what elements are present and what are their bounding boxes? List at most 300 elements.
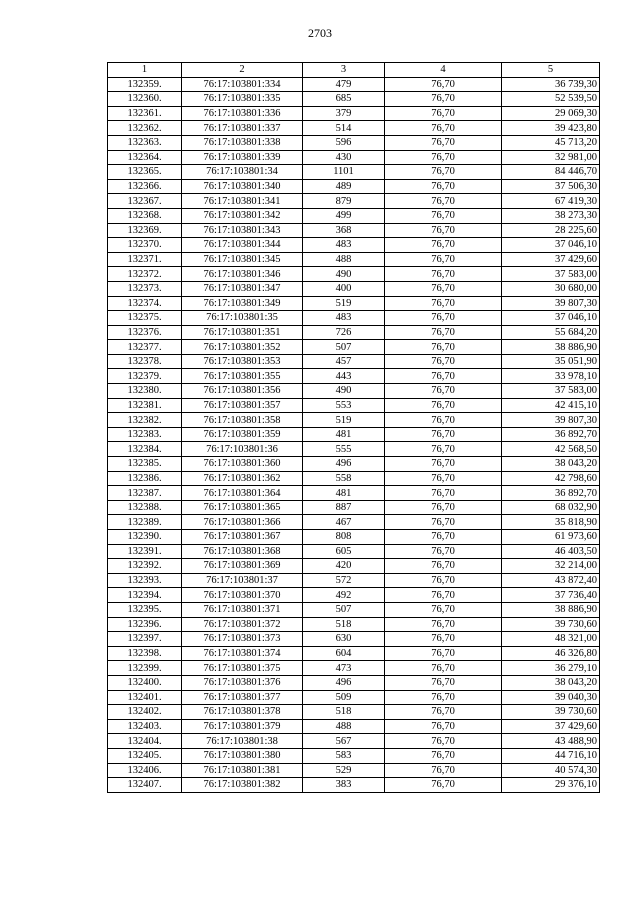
row-number-cell: 132364.: [108, 150, 182, 165]
column-header-5: 5: [502, 63, 600, 78]
rate-cell: 76,70: [385, 92, 502, 107]
column-header-4: 4: [385, 63, 502, 78]
cadastral-number-cell: 76:17:103801:362: [182, 471, 303, 486]
cadastral-number-cell: 76:17:103801:358: [182, 413, 303, 428]
row-number-cell: 132399.: [108, 661, 182, 676]
table-row: [108, 705, 600, 720]
area-cell: 499: [303, 208, 385, 223]
rate-cell: 76,70: [385, 661, 502, 676]
rate-cell: 76,70: [385, 588, 502, 603]
area-cell: 492: [303, 588, 385, 603]
row-number-cell: 132406.: [108, 763, 182, 778]
table-row: [108, 559, 600, 574]
row-number-cell: 132392.: [108, 559, 182, 574]
cadastral-number-cell: 76:17:103801:357: [182, 398, 303, 413]
amount-cell: 37 506,30: [502, 179, 600, 194]
cadastral-number-cell: 76:17:103801:382: [182, 778, 303, 793]
amount-cell: 68 032,90: [502, 500, 600, 515]
amount-cell: 44 716,10: [502, 748, 600, 763]
cadastral-number-cell: 76:17:103801:349: [182, 296, 303, 311]
area-cell: 496: [303, 457, 385, 472]
row-number-cell: 132366.: [108, 179, 182, 194]
row-number-cell: 132382.: [108, 413, 182, 428]
rate-cell: 76,70: [385, 763, 502, 778]
row-number-cell: 132390.: [108, 530, 182, 545]
cadastral-number-cell: 76:17:103801:341: [182, 194, 303, 209]
area-cell: 488: [303, 252, 385, 267]
cadastral-number-cell: 76:17:103801:366: [182, 515, 303, 530]
rate-cell: 76,70: [385, 267, 502, 282]
cadastral-number-cell: 76:17:103801:355: [182, 369, 303, 384]
table-row: [108, 778, 600, 793]
rate-cell: 76,70: [385, 252, 502, 267]
row-number-cell: 132378.: [108, 354, 182, 369]
table-row: [108, 325, 600, 340]
cadastral-number-cell: 76:17:103801:379: [182, 719, 303, 734]
table-header: [108, 63, 600, 78]
rate-cell: 76,70: [385, 325, 502, 340]
cadastral-number-cell: 76:17:103801:359: [182, 427, 303, 442]
table-row: [108, 646, 600, 661]
table-row: [108, 471, 600, 486]
row-number-cell: 132361.: [108, 106, 182, 121]
amount-cell: 46 403,50: [502, 544, 600, 559]
table-row: [108, 179, 600, 194]
area-cell: 519: [303, 413, 385, 428]
amount-cell: 32 981,00: [502, 150, 600, 165]
table-row: [108, 457, 600, 472]
row-number-cell: 132380.: [108, 384, 182, 399]
table-row: [108, 296, 600, 311]
amount-cell: 33 978,10: [502, 369, 600, 384]
row-number-cell: 132365.: [108, 165, 182, 180]
rate-cell: 76,70: [385, 194, 502, 209]
cadastral-number-cell: 76:17:103801:346: [182, 267, 303, 282]
rate-cell: 76,70: [385, 208, 502, 223]
area-cell: 887: [303, 500, 385, 515]
amount-cell: 39 730,60: [502, 705, 600, 720]
area-cell: 583: [303, 748, 385, 763]
table-row: [108, 150, 600, 165]
rate-cell: 76,70: [385, 573, 502, 588]
amount-cell: 39 040,30: [502, 690, 600, 705]
amount-cell: 29 069,30: [502, 106, 600, 121]
area-cell: 457: [303, 354, 385, 369]
area-cell: 368: [303, 223, 385, 238]
row-number-cell: 132388.: [108, 500, 182, 515]
row-number-cell: 132387.: [108, 486, 182, 501]
cadastral-number-cell: 76:17:103801:351: [182, 325, 303, 340]
rate-cell: 76,70: [385, 340, 502, 355]
area-cell: 558: [303, 471, 385, 486]
row-number-cell: 132393.: [108, 573, 182, 588]
amount-cell: 67 419,30: [502, 194, 600, 209]
row-number-cell: 132407.: [108, 778, 182, 793]
table-row: [108, 369, 600, 384]
area-cell: 383: [303, 778, 385, 793]
row-number-cell: 132360.: [108, 92, 182, 107]
row-number-cell: 132367.: [108, 194, 182, 209]
table-row: [108, 530, 600, 545]
area-cell: 879: [303, 194, 385, 209]
rate-cell: 76,70: [385, 632, 502, 647]
table-row: [108, 413, 600, 428]
table-row: [108, 398, 600, 413]
amount-cell: 30 680,00: [502, 281, 600, 296]
cadastral-number-cell: 76:17:103801:338: [182, 135, 303, 150]
amount-cell: 32 214,00: [502, 559, 600, 574]
row-number-cell: 132372.: [108, 267, 182, 282]
row-number-cell: 132389.: [108, 515, 182, 530]
table-row: [108, 500, 600, 515]
rate-cell: 76,70: [385, 617, 502, 632]
area-cell: 488: [303, 719, 385, 734]
rate-cell: 76,70: [385, 150, 502, 165]
amount-cell: 36 739,30: [502, 77, 600, 92]
row-number-cell: 132373.: [108, 281, 182, 296]
area-cell: 1101: [303, 165, 385, 180]
table-row: [108, 223, 600, 238]
area-cell: 467: [303, 515, 385, 530]
cadastral-number-cell: 76:17:103801:352: [182, 340, 303, 355]
cadastral-number-cell: 76:17:103801:360: [182, 457, 303, 472]
rate-cell: 76,70: [385, 369, 502, 384]
table-row: [108, 748, 600, 763]
area-cell: 483: [303, 238, 385, 253]
amount-cell: 36 892,70: [502, 486, 600, 501]
area-cell: 430: [303, 150, 385, 165]
row-number-cell: 132369.: [108, 223, 182, 238]
cadastral-number-cell: 76:17:103801:377: [182, 690, 303, 705]
amount-cell: 38 043,20: [502, 457, 600, 472]
area-cell: 553: [303, 398, 385, 413]
area-cell: 489: [303, 179, 385, 194]
table-row: [108, 734, 600, 749]
cadastral-number-cell: 76:17:103801:378: [182, 705, 303, 720]
cadastral-number-cell: 76:17:103801:339: [182, 150, 303, 165]
amount-cell: 43 488,90: [502, 734, 600, 749]
row-number-cell: 132362.: [108, 121, 182, 136]
row-number-cell: 132401.: [108, 690, 182, 705]
row-number-cell: 132391.: [108, 544, 182, 559]
row-number-cell: 132375.: [108, 311, 182, 326]
column-header-1: 1: [108, 63, 182, 78]
area-cell: 518: [303, 705, 385, 720]
area-cell: 604: [303, 646, 385, 661]
rate-cell: 76,70: [385, 135, 502, 150]
rate-cell: 76,70: [385, 500, 502, 515]
row-number-cell: 132374.: [108, 296, 182, 311]
table-row: [108, 763, 600, 778]
rate-cell: 76,70: [385, 238, 502, 253]
table-row: [108, 573, 600, 588]
area-cell: 481: [303, 427, 385, 442]
cadastral-number-cell: 76:17:103801:376: [182, 675, 303, 690]
cadastral-number-cell: 76:17:103801:364: [182, 486, 303, 501]
row-number-cell: 132376.: [108, 325, 182, 340]
rate-cell: 76,70: [385, 179, 502, 194]
rate-cell: 76,70: [385, 486, 502, 501]
cadastral-number-cell: 76:17:103801:345: [182, 252, 303, 267]
amount-cell: 35 818,90: [502, 515, 600, 530]
amount-cell: 36 279,10: [502, 661, 600, 676]
cadastral-number-cell: 76:17:103801:369: [182, 559, 303, 574]
amount-cell: 37 429,60: [502, 252, 600, 267]
area-cell: 685: [303, 92, 385, 107]
table-row: [108, 252, 600, 267]
cadastral-number-cell: 76:17:103801:373: [182, 632, 303, 647]
rate-cell: 76,70: [385, 413, 502, 428]
amount-cell: 38 043,20: [502, 675, 600, 690]
data-table: [107, 62, 600, 793]
table-row: [108, 617, 600, 632]
table-row: [108, 486, 600, 501]
cadastral-number-cell: 76:17:103801:356: [182, 384, 303, 399]
row-number-cell: 132397.: [108, 632, 182, 647]
amount-cell: 42 798,60: [502, 471, 600, 486]
rate-cell: 76,70: [385, 384, 502, 399]
table-row: [108, 106, 600, 121]
area-cell: 596: [303, 135, 385, 150]
area-cell: 473: [303, 661, 385, 676]
rate-cell: 76,70: [385, 457, 502, 472]
amount-cell: 37 583,00: [502, 267, 600, 282]
table-row: [108, 354, 600, 369]
cadastral-number-cell: 76:17:103801:374: [182, 646, 303, 661]
amount-cell: 38 886,90: [502, 602, 600, 617]
table-row: [108, 602, 600, 617]
row-number-cell: 132359.: [108, 77, 182, 92]
cadastral-number-cell: 76:17:103801:368: [182, 544, 303, 559]
rate-cell: 76,70: [385, 296, 502, 311]
amount-cell: 37 583,00: [502, 384, 600, 399]
cadastral-number-cell: 76:17:103801:340: [182, 179, 303, 194]
column-header-3: 3: [303, 63, 385, 78]
amount-cell: 39 730,60: [502, 617, 600, 632]
table-row: [108, 340, 600, 355]
amount-cell: 35 051,90: [502, 354, 600, 369]
cadastral-number-cell: 76:17:103801:353: [182, 354, 303, 369]
table-row: [108, 690, 600, 705]
rate-cell: 76,70: [385, 398, 502, 413]
row-number-cell: 132377.: [108, 340, 182, 355]
row-number-cell: 132368.: [108, 208, 182, 223]
area-cell: 605: [303, 544, 385, 559]
row-number-cell: 132402.: [108, 705, 182, 720]
rate-cell: 76,70: [385, 311, 502, 326]
row-number-cell: 132381.: [108, 398, 182, 413]
rate-cell: 76,70: [385, 471, 502, 486]
row-number-cell: 132385.: [108, 457, 182, 472]
rate-cell: 76,70: [385, 354, 502, 369]
table-row: [108, 267, 600, 282]
table-row: [108, 77, 600, 92]
area-cell: 514: [303, 121, 385, 136]
area-cell: 529: [303, 763, 385, 778]
amount-cell: 37 046,10: [502, 311, 600, 326]
rate-cell: 76,70: [385, 705, 502, 720]
area-cell: 630: [303, 632, 385, 647]
table-row: [108, 719, 600, 734]
table-row: [108, 675, 600, 690]
table-body: [108, 77, 600, 792]
area-cell: 481: [303, 486, 385, 501]
area-cell: 808: [303, 530, 385, 545]
rate-cell: 76,70: [385, 734, 502, 749]
amount-cell: 48 321,00: [502, 632, 600, 647]
amount-cell: 40 574,30: [502, 763, 600, 778]
cadastral-number-cell: 76:17:103801:372: [182, 617, 303, 632]
rate-cell: 76,70: [385, 281, 502, 296]
amount-cell: 38 273,30: [502, 208, 600, 223]
cadastral-number-cell: 76:17:103801:375: [182, 661, 303, 676]
rate-cell: 76,70: [385, 602, 502, 617]
amount-cell: 39 807,30: [502, 413, 600, 428]
cadastral-number-cell: 76:17:103801:342: [182, 208, 303, 223]
row-number-cell: 132394.: [108, 588, 182, 603]
cadastral-number-cell: 76:17:103801:334: [182, 77, 303, 92]
table-row: [108, 281, 600, 296]
table-row: [108, 165, 600, 180]
cadastral-number-cell: 76:17:103801:371: [182, 602, 303, 617]
rate-cell: 76,70: [385, 442, 502, 457]
cadastral-number-cell: 76:17:103801:381: [182, 763, 303, 778]
cadastral-number-cell: 76:17:103801:370: [182, 588, 303, 603]
row-number-cell: 132370.: [108, 238, 182, 253]
cadastral-number-cell: 76:17:103801:34: [182, 165, 303, 180]
area-cell: 572: [303, 573, 385, 588]
header-row: [108, 63, 600, 78]
table-row: [108, 135, 600, 150]
area-cell: 507: [303, 602, 385, 617]
cadastral-number-cell: 76:17:103801:365: [182, 500, 303, 515]
amount-cell: 39 423,80: [502, 121, 600, 136]
rate-cell: 76,70: [385, 106, 502, 121]
row-number-cell: 132405.: [108, 748, 182, 763]
row-number-cell: 132363.: [108, 135, 182, 150]
table-row: [108, 442, 600, 457]
cadastral-number-cell: 76:17:103801:343: [182, 223, 303, 238]
area-cell: 567: [303, 734, 385, 749]
rate-cell: 76,70: [385, 223, 502, 238]
table-row: [108, 632, 600, 647]
rate-cell: 76,70: [385, 690, 502, 705]
rate-cell: 76,70: [385, 544, 502, 559]
rate-cell: 76,70: [385, 515, 502, 530]
row-number-cell: 132395.: [108, 602, 182, 617]
row-number-cell: 132371.: [108, 252, 182, 267]
area-cell: 509: [303, 690, 385, 705]
cadastral-number-cell: 76:17:103801:337: [182, 121, 303, 136]
table-row: [108, 208, 600, 223]
rate-cell: 76,70: [385, 778, 502, 793]
table-row: [108, 238, 600, 253]
area-cell: 555: [303, 442, 385, 457]
row-number-cell: 132396.: [108, 617, 182, 632]
row-number-cell: 132379.: [108, 369, 182, 384]
table-row: [108, 661, 600, 676]
area-cell: 490: [303, 267, 385, 282]
row-number-cell: 132403.: [108, 719, 182, 734]
area-cell: 507: [303, 340, 385, 355]
area-cell: 490: [303, 384, 385, 399]
amount-cell: 45 713,20: [502, 135, 600, 150]
cadastral-number-cell: 76:17:103801:37: [182, 573, 303, 588]
cadastral-number-cell: 76:17:103801:38: [182, 734, 303, 749]
amount-cell: 42 568,50: [502, 442, 600, 457]
amount-cell: 42 415,10: [502, 398, 600, 413]
area-cell: 379: [303, 106, 385, 121]
row-number-cell: 132400.: [108, 675, 182, 690]
area-cell: 518: [303, 617, 385, 632]
amount-cell: 37 046,10: [502, 238, 600, 253]
rate-cell: 76,70: [385, 427, 502, 442]
rate-cell: 76,70: [385, 77, 502, 92]
area-cell: 496: [303, 675, 385, 690]
cadastral-number-cell: 76:17:103801:380: [182, 748, 303, 763]
page-number: 2703: [308, 26, 332, 40]
cadastral-number-cell: 76:17:103801:35: [182, 311, 303, 326]
cadastral-number-cell: 76:17:103801:335: [182, 92, 303, 107]
table-row: [108, 311, 600, 326]
rate-cell: 76,70: [385, 675, 502, 690]
area-cell: 483: [303, 311, 385, 326]
area-cell: 479: [303, 77, 385, 92]
amount-cell: 28 225,60: [502, 223, 600, 238]
rate-cell: 76,70: [385, 719, 502, 734]
rate-cell: 76,70: [385, 121, 502, 136]
row-number-cell: 132383.: [108, 427, 182, 442]
area-cell: 443: [303, 369, 385, 384]
amount-cell: 37 736,40: [502, 588, 600, 603]
rate-cell: 76,70: [385, 165, 502, 180]
area-cell: 420: [303, 559, 385, 574]
table-row: [108, 544, 600, 559]
row-number-cell: 132398.: [108, 646, 182, 661]
table-row: [108, 427, 600, 442]
cadastral-number-cell: 76:17:103801:344: [182, 238, 303, 253]
amount-cell: 84 446,70: [502, 165, 600, 180]
amount-cell: 38 886,90: [502, 340, 600, 355]
cadastral-number-cell: 76:17:103801:347: [182, 281, 303, 296]
amount-cell: 39 807,30: [502, 296, 600, 311]
rate-cell: 76,70: [385, 559, 502, 574]
row-number-cell: 132384.: [108, 442, 182, 457]
cadastral-number-cell: 76:17:103801:36: [182, 442, 303, 457]
rate-cell: 76,70: [385, 646, 502, 661]
column-header-2: 2: [182, 63, 303, 78]
amount-cell: 55 684,20: [502, 325, 600, 340]
rate-cell: 76,70: [385, 748, 502, 763]
table-row: [108, 121, 600, 136]
row-number-cell: 132386.: [108, 471, 182, 486]
cadastral-number-cell: 76:17:103801:367: [182, 530, 303, 545]
amount-cell: 61 973,60: [502, 530, 600, 545]
cadastral-number-cell: 76:17:103801:336: [182, 106, 303, 121]
area-cell: 400: [303, 281, 385, 296]
amount-cell: 36 892,70: [502, 427, 600, 442]
table-row: [108, 92, 600, 107]
amount-cell: 37 429,60: [502, 719, 600, 734]
row-number-cell: 132404.: [108, 734, 182, 749]
table-row: [108, 384, 600, 399]
table-row: [108, 194, 600, 209]
table-row: [108, 588, 600, 603]
area-cell: 519: [303, 296, 385, 311]
area-cell: 726: [303, 325, 385, 340]
rate-cell: 76,70: [385, 530, 502, 545]
amount-cell: 29 376,10: [502, 778, 600, 793]
